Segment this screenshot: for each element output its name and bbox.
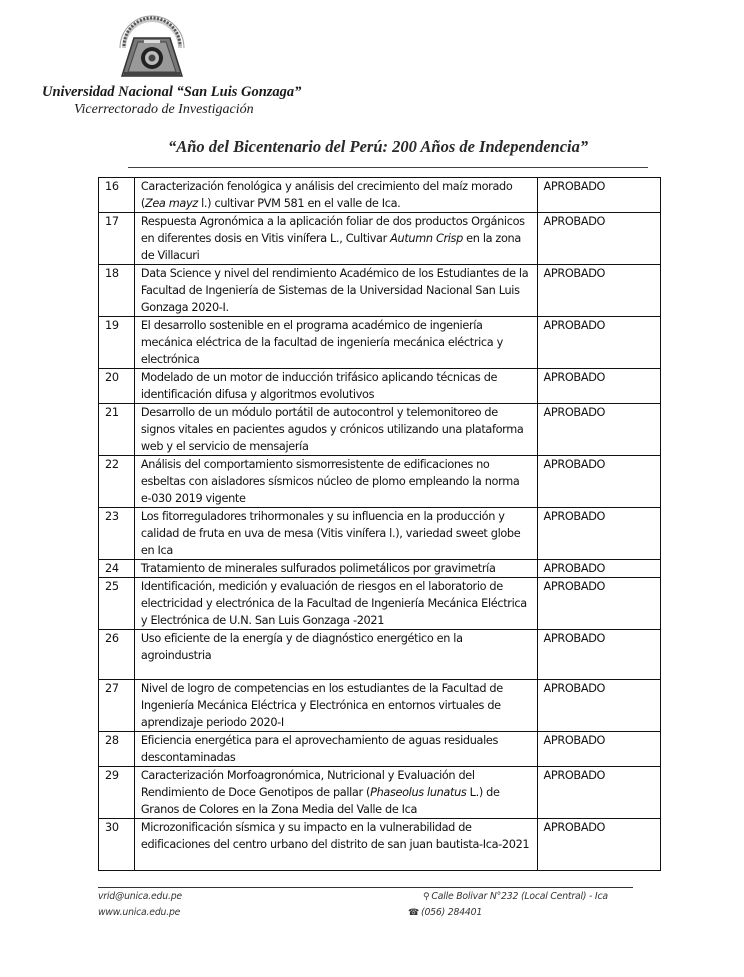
table-row [99,560,661,578]
project-title: Caracterización Morfoagronómica, Nutricional y Evaluación del Rendimiento de Doce Genotipos de pallar (Phaseolus lunatus L.) de Granos de Colores en la Zona Media del Valle de Ica [134,767,537,819]
row-number: 18 [99,265,135,317]
table-row [99,732,661,767]
phone-icon: ☎ [408,908,420,918]
row-number: 21 [99,404,135,456]
row-number: 30 [99,819,135,871]
row-number: 23 [99,508,135,560]
table-row [99,369,661,404]
status-badge: APROBADO [537,630,660,680]
row-number: 29 [99,767,135,819]
table-row [99,456,661,508]
footer-address [423,891,608,902]
status-badge: APROBADO [537,578,660,630]
status-badge: APROBADO [537,767,660,819]
table-row [99,767,661,819]
row-number: 25 [99,578,135,630]
university-logo [110,8,194,80]
project-title: Caracterización fenológica y análisis del crecimiento del maíz morado (Zea mayz l.) cultivar PVM 581 en el valle de Ica. [134,178,537,213]
status-badge: APROBADO [537,508,660,560]
row-number: 16 [99,178,135,213]
project-title: Nivel de logro de competencias en los estudiantes de la Facultad de Ingeniería Mecánica Eléctrica y Electrónica en entornos virtuales de aprendizaje periodo 2020-I [134,680,537,732]
table-row [99,680,661,732]
row-number: 19 [99,317,135,369]
status-badge: APROBADO [537,213,660,265]
university-name: Universidad Nacional “San Luis Gonzaga” [42,84,302,100]
status-badge: APROBADO [537,369,660,404]
status-badge: APROBADO [537,680,660,732]
status-badge: APROBADO [537,456,660,508]
location-icon: ⚲ [423,892,430,902]
table-row [99,317,661,369]
project-title: Eficiencia energética para el aprovechamiento de aguas residuales descontaminadas [134,732,537,767]
table-row [99,578,661,630]
project-title: Modelado de un motor de inducción trifásico aplicando técnicas de identificación difusa y algoritmos evolutivos [134,369,537,404]
approved-projects-table [98,177,661,871]
project-title: Respuesta Agronómica a la aplicación foliar de dos productos Orgánicos en diferentes dosis en Vitis vinífera L., Cultivar Autumn Crisp en la zona de Villacuri [134,213,537,265]
header-divider [128,167,648,168]
project-title: Microzonificación sísmica y su impacto en la vulnerabilidad de edificaciones del centro urbano del distrito de san juan bautista-Ica-2021 [134,819,537,871]
project-title: Desarrollo de un módulo portátil de autocontrol y telemonitoreo de signos vitales en pacientes agudos y crónicos utilizando una plataforma web y el servicio de mensajería [134,404,537,456]
footer-phone [408,907,482,918]
row-number: 28 [99,732,135,767]
table-row [99,178,661,213]
status-badge: APROBADO [537,178,660,213]
office-name: Vicerrectorado de Investigación [74,102,254,117]
footer-website[interactable]: www.unica.edu.pe [98,907,181,918]
table-row [99,265,661,317]
status-badge: APROBADO [537,560,660,578]
project-title: Los fitorreguladores trihormonales y su influencia en la producción y calidad de fruta en uva de mesa (Vitis vinífera l.), variedad sweet globe en Ica [134,508,537,560]
row-number: 22 [99,456,135,508]
table-row [99,630,661,680]
status-badge: APROBADO [537,819,660,871]
row-number: 27 [99,680,135,732]
status-badge: APROBADO [537,404,660,456]
year-motto: “Año del Bicentenario del Perú: 200 Años de Independencia” [168,137,589,156]
footer-divider [98,887,633,888]
phone-text: (056) 284401 [421,907,483,918]
table-row [99,508,661,560]
status-badge: APROBADO [537,732,660,767]
status-badge: APROBADO [537,317,660,369]
status-badge: APROBADO [537,265,660,317]
project-title: Data Science y nivel del rendimiento Académico de los Estudiantes de la Facultad de Ingeniería de Sistemas de la Universidad Nacional San Luis Gonzaga 2020-I. [134,265,537,317]
table-row [99,213,661,265]
table-row [99,819,661,871]
address-text: Calle Bolivar N°232 (Local Central) - Ica [431,891,608,902]
table-row [99,404,661,456]
project-title: Uso eficiente de la energía y de diagnóstico energético en la agroindustria [134,630,537,680]
project-title: Análisis del comportamiento sismorresistente de edificaciones no esbeltas con aisladores sísmicos núcleo de plomo empleando la norma e-030 2019 vigente [134,456,537,508]
row-number: 26 [99,630,135,680]
row-number: 17 [99,213,135,265]
project-title: El desarrollo sostenible en el programa académico de ingeniería mecánica eléctrica de la facultad de ingeniería mecánica eléctrica y electrónica [134,317,537,369]
project-title: Tratamiento de minerales sulfurados polimetálicos por gravimetría [134,560,537,578]
row-number: 24 [99,560,135,578]
project-title: Identificación, medición y evaluación de riesgos en el laboratorio de electricidad y electrónica de la Facultad de Ingeniería Mecánica Eléctrica y Electrónica de U.N. San Luis Gonzaga -2021 [134,578,537,630]
footer-email[interactable]: vrid@unica.edu.pe [98,891,182,902]
row-number: 20 [99,369,135,404]
